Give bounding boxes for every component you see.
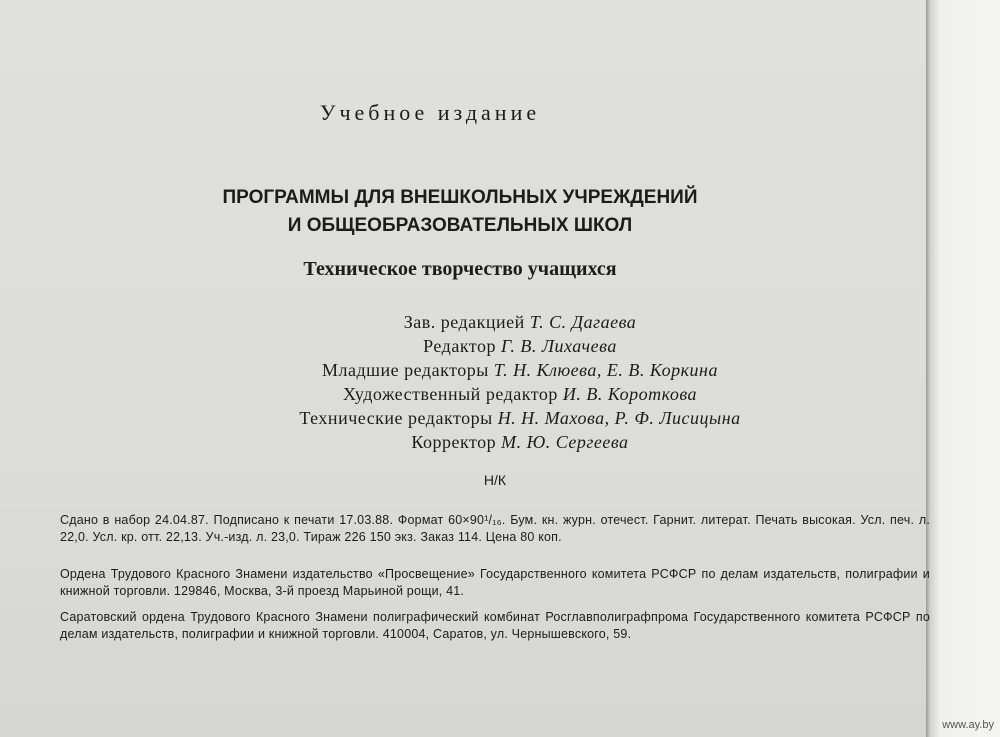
credit-name: И. В. Короткова <box>562 384 698 404</box>
credit-line <box>120 358 920 382</box>
imprint-printer: Саратовский ордена Трудового Красного Знамени полиграфический комбинат Росглавполиграфпрома Государственного комитета РСФСР по делам издательств, полиграфии и книжной торговли. 410004, Саратов, ул. Чернышевского, 59. <box>60 610 930 641</box>
site-watermark: www.ay.by <box>942 719 994 731</box>
editorial-credits <box>120 310 920 454</box>
credit-role: Редактор <box>423 336 496 356</box>
book-title-line-1: ПРОГРАММЫ ДЛЯ ВНЕШКОЛЬНЫХ УЧРЕЖДЕНИЙ <box>222 187 698 208</box>
credit-name: Т. С. Дагаева <box>529 312 637 332</box>
imprint-print-details: Сдано в набор 24.04.87. Подписано к печати 17.03.88. Формат 60×90¹/₁₆. Бум. кн. журн. отечест. Гарнит. литерат. Печать высокая. Усл. печ. л. 22,0. Усл. кр. отт. 22,13. Уч.-изд. л. 23,0. Тираж 226 150 экз. Заказ 114. Цена 80 коп. <box>60 513 930 544</box>
page-edge <box>926 0 1000 737</box>
credit-line <box>120 406 920 430</box>
book-subtitle: Техническое творчество учащихся <box>303 258 617 280</box>
credit-line <box>120 334 920 358</box>
credit-line <box>120 430 920 454</box>
credit-role: Корректор <box>411 432 497 452</box>
edition-label: Учебное издание <box>319 100 541 125</box>
book-title <box>0 184 920 240</box>
credit-line <box>120 382 920 406</box>
imprint-publisher: Ордена Трудового Красного Знамени издательство «Просвещение» Государственного комитета РСФСР по делам издательств, полиграфии и книжной торговли. 129846, Москва, 3-й проезд Марьиной рощи, 41. <box>60 567 930 598</box>
credit-name: Г. В. Лихачева <box>500 336 617 356</box>
credit-name: М. Ю. Сергеева <box>501 432 629 452</box>
credit-role: Зав. редакцией <box>403 312 525 332</box>
credit-role: Младшие редакторы <box>322 360 489 380</box>
credit-role: Художественный редактор <box>342 384 558 404</box>
credit-line <box>120 310 920 334</box>
credit-role: Технические редакторы <box>299 408 493 428</box>
catalog-code: Н/К <box>483 472 507 488</box>
credit-name: Т. Н. Клюева, Е. В. Коркина <box>493 360 718 380</box>
credit-name: Н. Н. Махова, Р. Ф. Лисицына <box>497 408 741 428</box>
book-title-line-2: И ОБЩЕОБРАЗОВАТЕЛЬНЫХ ШКОЛ <box>287 215 633 236</box>
